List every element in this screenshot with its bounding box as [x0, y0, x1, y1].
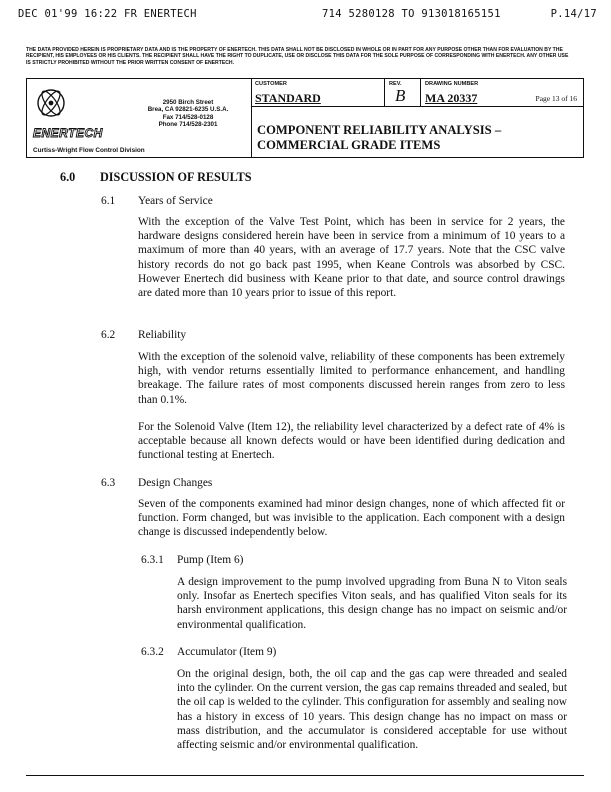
company-block	[27, 79, 252, 157]
subsection-number: 6.1	[101, 195, 116, 207]
revision-value: B	[395, 86, 406, 105]
paragraph: For the Solenoid Valve (Item 12), the reliability level characterized by a defect rate of 4% is acceptable because all known defects would or have been identified during dedication and functional testing at Enertech.	[138, 421, 565, 462]
address-line: Phone 714/528-2301	[158, 121, 218, 129]
fax-header	[18, 8, 597, 22]
document-title-line: COMMERCIAL GRADE ITEMS	[257, 138, 441, 152]
paragraph: With the exception of the Valve Test Point, which has been in service for 2 years, the hardware designs considered herein have been in service from a minimum of 10 years to a maximum of more than 40 years, with an average of 17.7 years. Note that the CSC valve history records do not go back past 1995, when Keane Controls was absorbed by CSC. However Enertech did business with Keane prior to that date, and source control drawings are dated more than 10 years prior to issue of this report.	[138, 216, 565, 300]
revision-box	[385, 79, 421, 107]
address-line: Brea, CA 92821-6235 U.S.A.	[147, 106, 229, 114]
subsection-title: Years of Service	[138, 195, 213, 207]
address-line: Fax 714/528-0128	[162, 113, 214, 121]
customer-box	[251, 79, 385, 107]
subsubsection-title: Pump (Item 6)	[177, 554, 244, 566]
subsubsection-number: 6.3.1	[141, 554, 164, 566]
subsubsection-number: 6.3.2	[141, 646, 164, 658]
section-title: DISCUSSION OF RESULTS	[100, 170, 252, 184]
fax-page: P.14/17	[550, 8, 597, 20]
document-title	[257, 123, 501, 153]
bottom-rule	[26, 775, 584, 776]
customer-label: CUSTOMER	[255, 81, 287, 87]
subsection-title: Design Changes	[138, 477, 213, 489]
company-address	[129, 99, 247, 129]
drawing-number-label: DRAWING NUMBER	[425, 81, 479, 87]
company-division: Curtiss-Wright Flow Control Division	[33, 147, 145, 154]
fax-date-sender: DEC 01'99 16:22 FR ENERTECH	[18, 8, 197, 20]
paragraph: A design improvement to the pump involved upgrading from Buna N to Viton seals only. Insofar as Enertech specifies Viton seals, and has qualified Viton seals for its harsh environment applications, this design change has no impact on seismic and/or environmental qualification.	[177, 576, 567, 631]
subsection-title: Reliability	[138, 329, 187, 341]
paragraph: With the exception of the solenoid valve, reliability of these components has been extremely high, with vendor returns essentially limited to performance enhancement, and handling breakage. The failure rates of most components discussed herein ranges from zero to less than 0.1%.	[138, 351, 565, 406]
company-logo-icon	[35, 87, 67, 119]
page-number: Page 13 of 16	[535, 94, 577, 103]
subsection-number: 6.2	[101, 329, 116, 341]
proprietary-notice: THE DATA PROVIDED HEREIN IS PROPRIETARY DATA AND IS THE PROPERTY OF ENERTECH. THIS DATA SHALL NOT BE DISCLOSED IN WHOLE OR IN PART FOR ANY PURPOSE OTHER THAN FOR EVALUATION BY THE RECIPIENT, HIS EMPLOYEES OR HIS CLIENTS. THE RECIPIENT SHALL HAVE THE RIGHT TO DUPLICATE, USE OR DISCLOSE THIS DATA FOR THE SOLE PURPOSE OF CORRESPONDING WITH ENERTECH. ANY OTHER USE IS STRICTLY PROHIBITED WITHOUT THE PRIOR WRITTEN CONSENT OF ENERTECH.	[26, 47, 569, 66]
section-number: 6.0	[60, 170, 76, 184]
subsection-number: 6.3	[101, 477, 116, 489]
document-title-line: COMPONENT RELIABILITY ANALYSIS –	[257, 123, 502, 137]
revision-label: REV.	[389, 81, 402, 87]
company-wordmark: ENERTECH	[33, 126, 103, 140]
address-line: 2950 Birch Street	[162, 99, 214, 106]
fax-route: 714 5280128 TO 913018165151	[322, 8, 501, 20]
paragraph: Seven of the components examined had minor design changes, none of which affected fit or function. Form changed, but was invisible to the application. Each component with a design change is discussed independently below.	[138, 498, 565, 539]
title-block	[26, 78, 584, 158]
drawing-number-value: MA 20337	[425, 91, 478, 105]
paragraph: On the original design, both, the oil cap and the gas cap were threaded and sealed into the cylinder. On the current version, the gas cap remains threaded and sealed, but the oil cap is welded to the cylinder. This configuration for assembly and sealing now has a history in excess of 10 years. This design change has no impact on mass or mass distribution, and the accumulator is considered acceptable for use without affecting seismic and/or environmental qualification.	[177, 668, 567, 752]
customer-value: STANDARD	[255, 91, 321, 105]
subsubsection-title: Accumulator (Item 9)	[177, 646, 277, 658]
drawing-number-box	[421, 79, 583, 107]
